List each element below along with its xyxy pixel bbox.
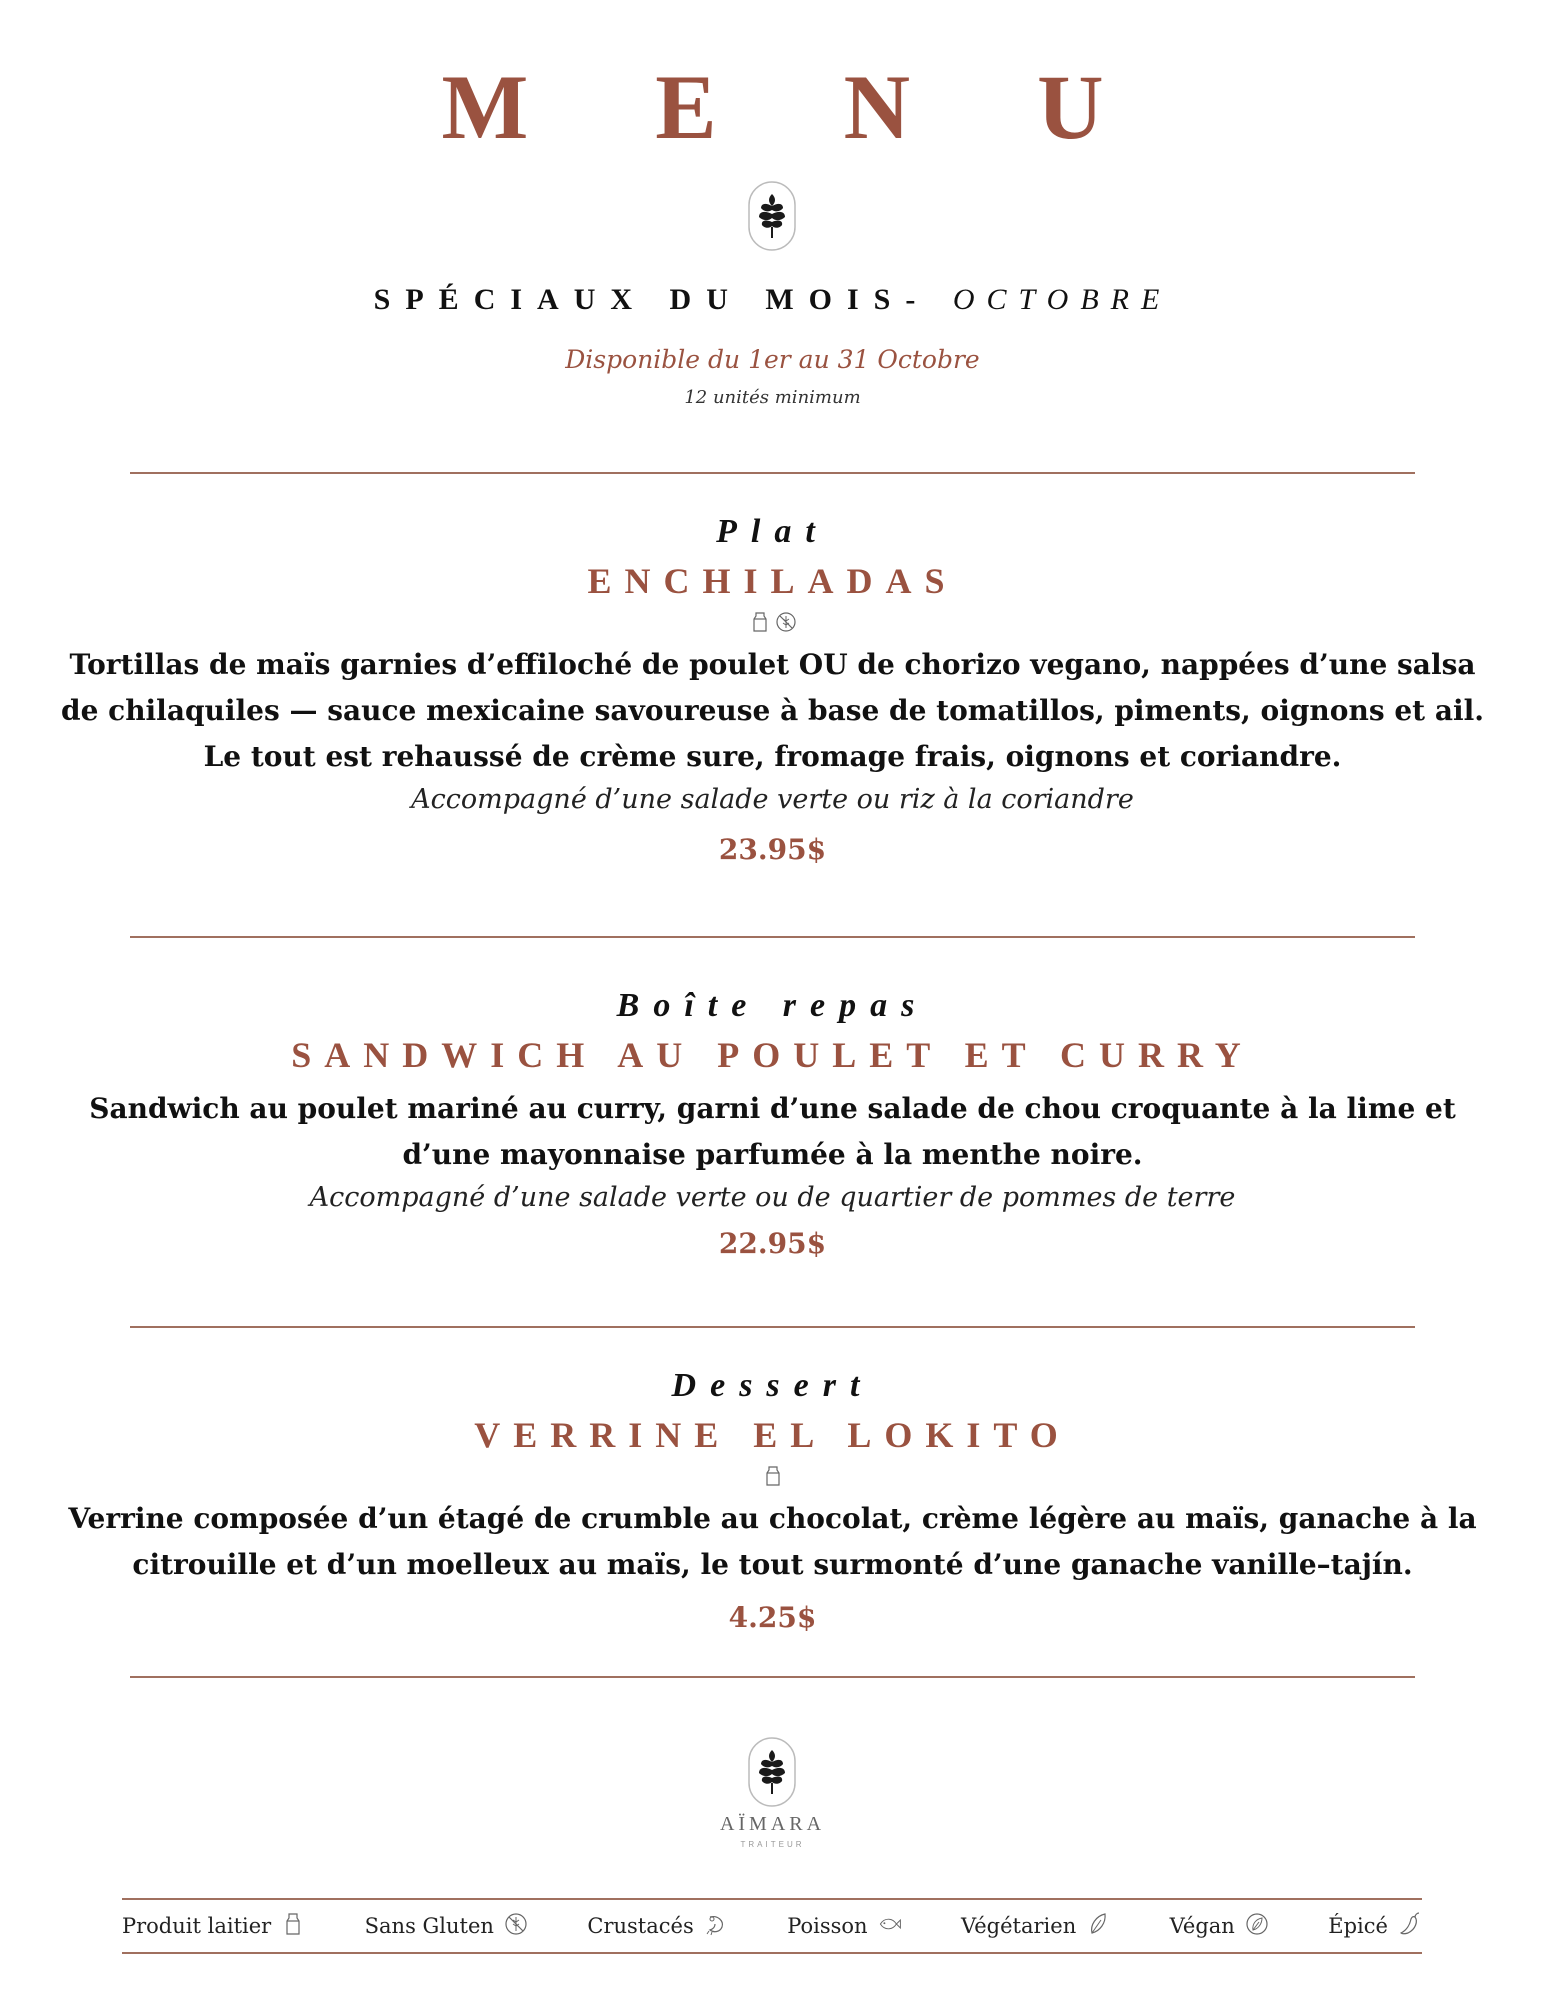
shellfish-icon [704,1911,728,1942]
description-line: citrouille et d’un moelleux au maïs, le tout surmonté d’une ganache vanille–tajín. [132,1548,1413,1581]
description-line: Le tout est rehaussé de crème sure, fromage frais, oignons et coriandre. [203,740,1342,773]
description-line: Tortillas de maïs garnies d’effiloché de poulet OU de chorizo vegano, nappées d’une salsa [69,648,1476,681]
subtitle-month: OCTOBRE [952,283,1172,316]
diet-icons [0,610,1545,638]
item-description [0,1086,1545,1178]
legend-label: Épicé [1328,1914,1388,1938]
wheat-logo-icon [747,180,797,252]
legend-item-vegetarian [961,1911,1110,1942]
item-price: 22.95$ [718,1227,827,1260]
divider [130,472,1415,474]
brand-tagline: TRAITEUR [740,1840,805,1849]
pepper-icon [1398,1911,1422,1942]
menu-title: M E N U [441,56,1156,158]
legend-item-shellfish [587,1911,727,1942]
description-line: de chilaquiles — sauce mexicaine savoureuse à base de tomatillos, piments, oignons et ail. [61,694,1484,727]
divider [130,1676,1415,1678]
description-line: Sandwich au poulet mariné au curry, garni d’une salade de chou croquante à la lime et [89,1092,1456,1125]
item-name: VERRINE EL LOKITO [474,1415,1071,1455]
item-name: ENCHILADAS [587,561,958,601]
subtitle-text: SPÉCIAUX DU MOIS- [373,283,931,316]
leaf-icon [1086,1911,1110,1942]
specials-subtitle [0,280,1545,320]
section-category: Dessert [671,1367,874,1404]
dairy-icon [281,1911,305,1942]
vegan-icon [1245,1911,1269,1942]
brand-name: AÏMARA [719,1813,826,1835]
item-side: Accompagné d’une salade verte ou de quartier de pommes de terre [309,1182,1236,1213]
legend-label: Végan [1169,1914,1235,1938]
dairy-icon [762,1464,784,1492]
gluten-free-icon [775,610,797,638]
diet-icons [0,1464,1545,1492]
description-line: d’une mayonnaise parfumée à la menthe noire. [402,1138,1143,1171]
menu-section-plat [0,510,1545,870]
legend-label: Sans Gluten [364,1914,494,1938]
divider [130,1326,1415,1328]
section-category: Plat [716,513,829,550]
dietary-legend [122,1898,1422,1954]
dairy-icon [749,610,771,638]
gluten-free-icon [504,1911,528,1942]
availability-text: Disponible du 1er au 31 Octobre [565,345,980,374]
legend-item-vegan [1170,1911,1269,1942]
legend-label: Poisson [787,1914,868,1938]
legend-item-fish [787,1911,901,1942]
item-description [0,1496,1545,1588]
legend-label: Produit laitier [122,1914,272,1938]
legend-item-spicy [1328,1911,1422,1942]
legend-item-dairy [122,1911,305,1942]
item-price: 23.95$ [718,833,827,866]
item-side: Accompagné d’une salade verte ou riz à la coriandre [411,784,1134,815]
section-category: Boîte repas [616,987,929,1024]
fish-icon [878,1911,902,1942]
item-price: 4.25$ [728,1601,817,1634]
description-line: Verrine composée d’un étagé de crumble au chocolat, crème légère au maïs, ganache à la [68,1502,1477,1535]
item-name: SANDWICH AU POULET ET CURRY [291,1035,1254,1075]
menu-section-boite-repas [0,984,1545,1264]
wheat-logo-icon [747,1736,797,1808]
divider [130,936,1415,938]
minimum-units-text: 12 unités minimum [684,387,861,408]
legend-label: Crustacés [587,1914,694,1938]
menu-section-dessert [0,1364,1545,1638]
legend-item-gluten-free [365,1911,528,1942]
item-description [0,642,1545,780]
legend-label: Végétarien [961,1914,1077,1938]
